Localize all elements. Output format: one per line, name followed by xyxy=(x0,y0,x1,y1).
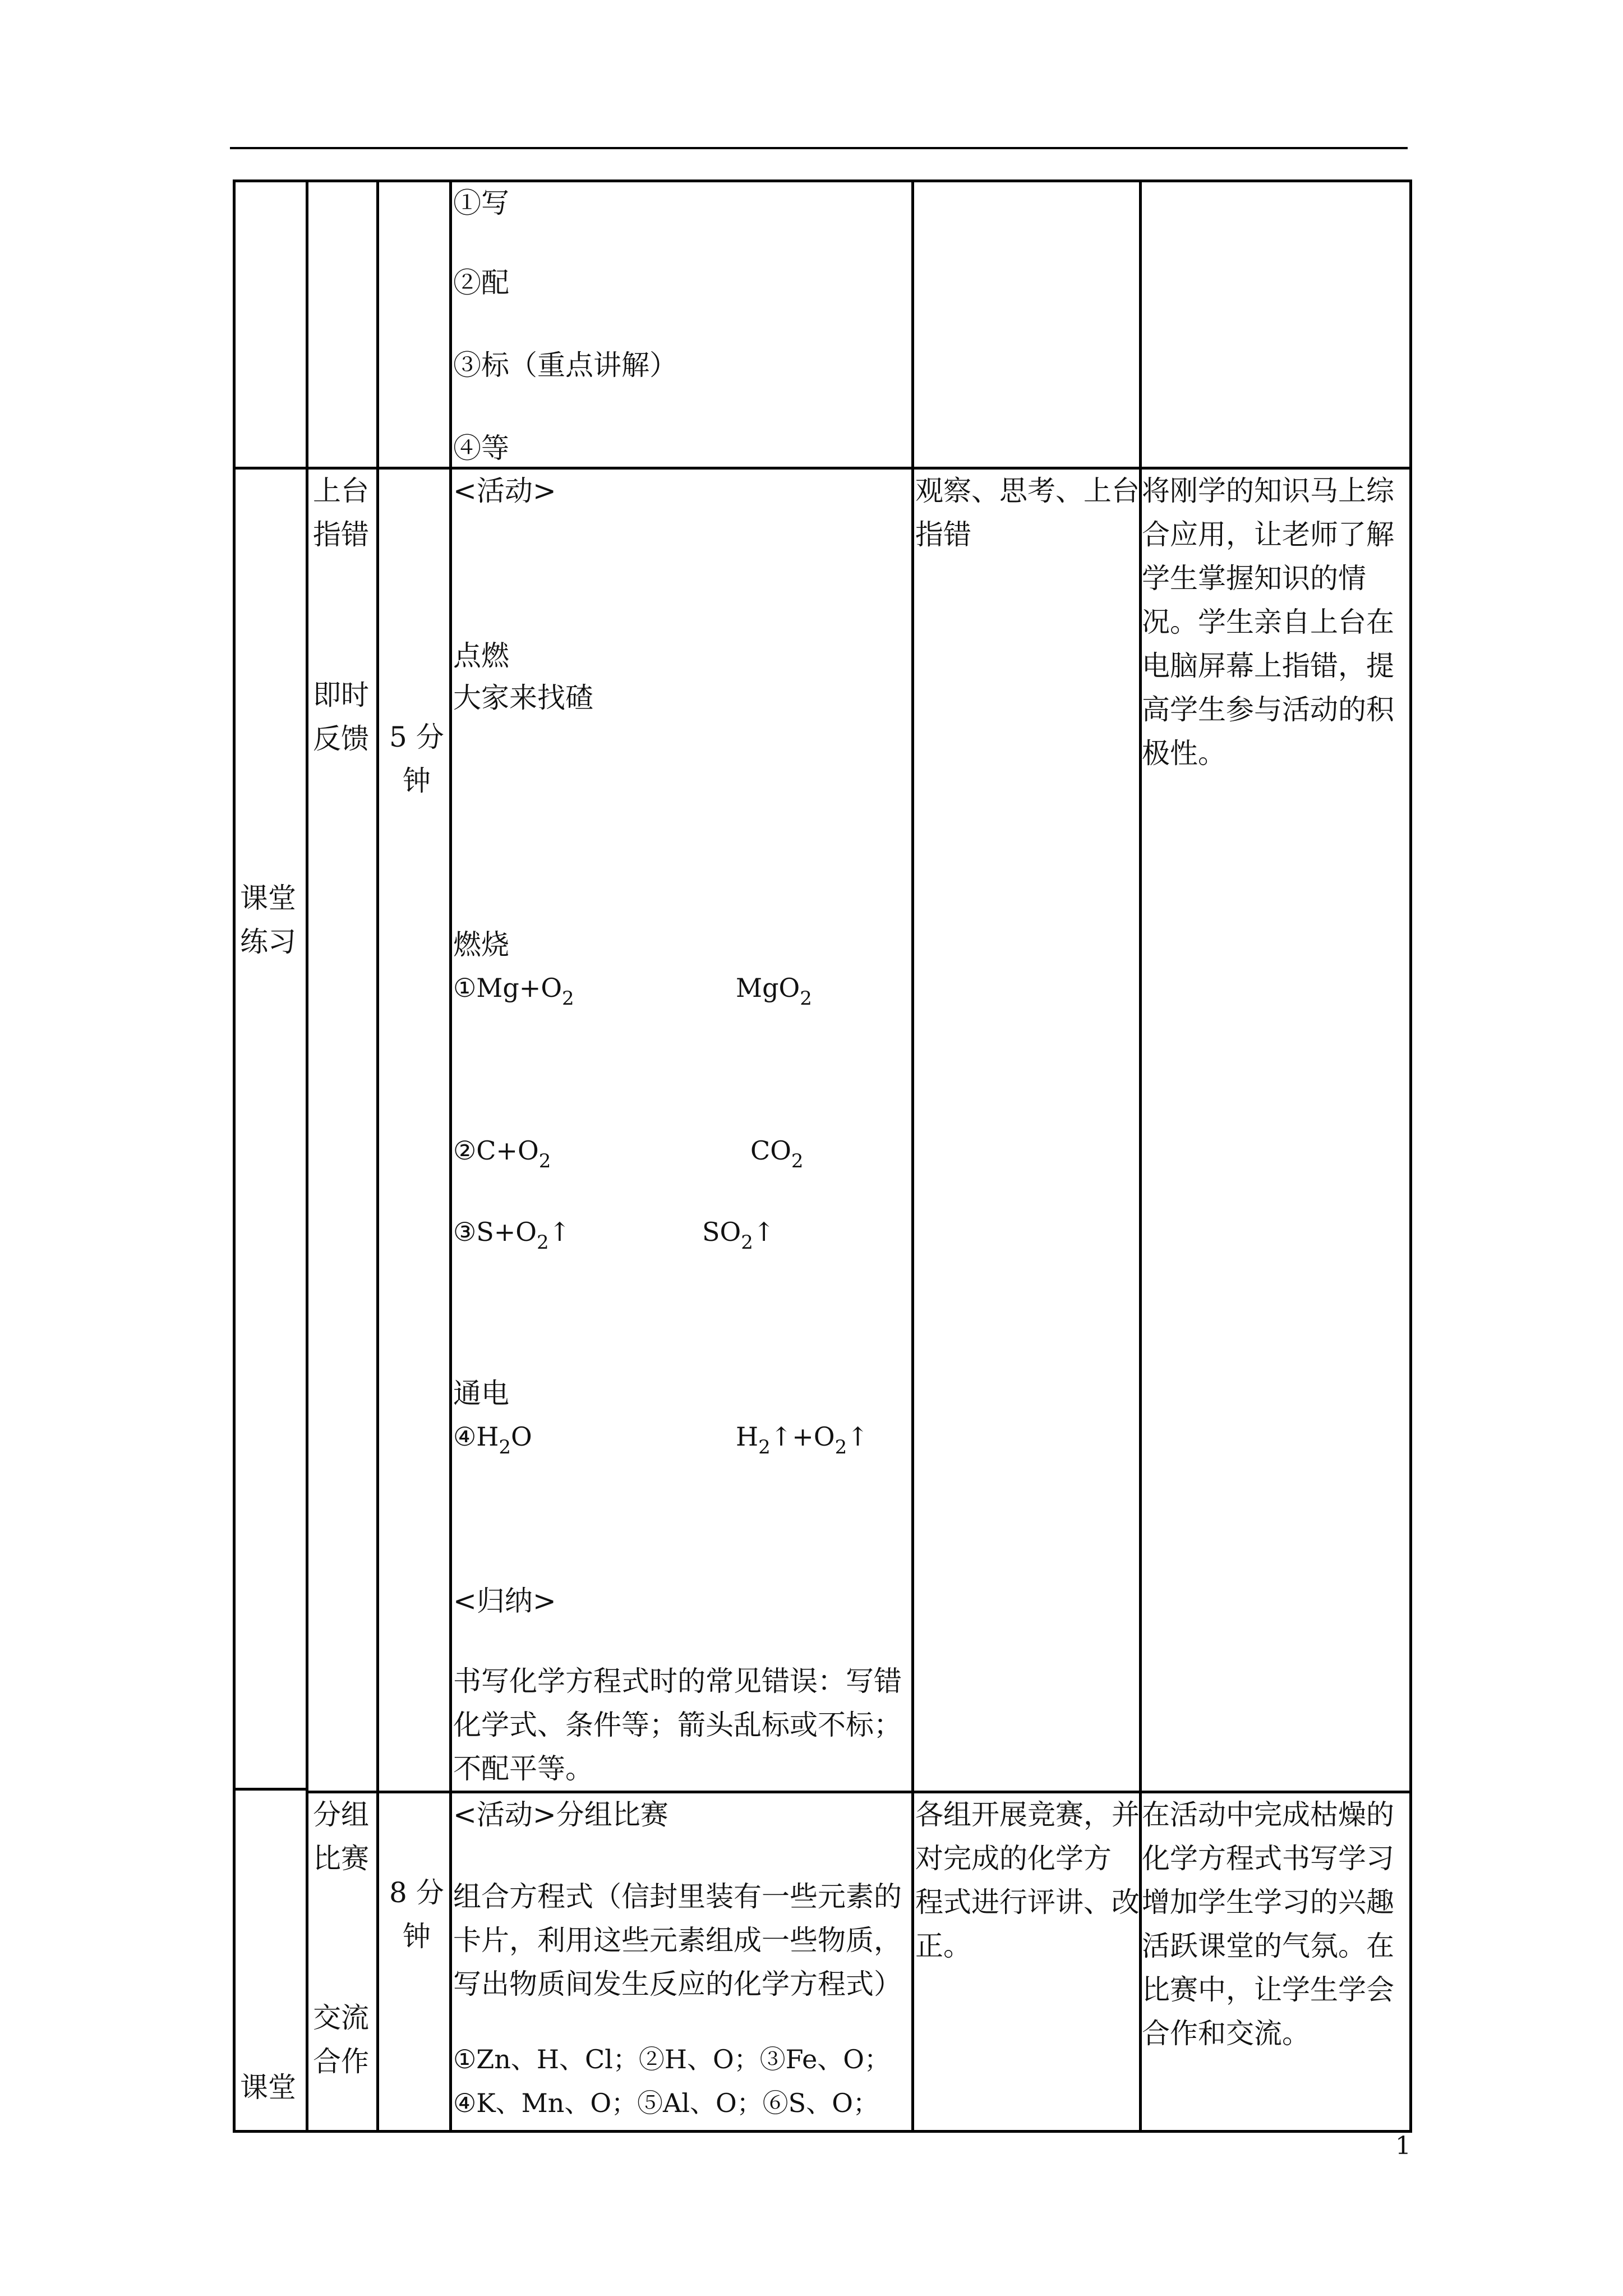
cell-r1-time xyxy=(376,180,452,470)
group-activity-label: <活动>分组比赛 xyxy=(453,1798,668,1831)
cell-r1-content xyxy=(449,180,914,470)
time-label: 5 分 钟 xyxy=(389,721,444,797)
cell-r2-student xyxy=(911,467,1142,1793)
stage-label-point-errors: 上台 指错 xyxy=(313,475,369,551)
cell-r1-intent xyxy=(1139,180,1412,470)
condition-burn: 燃烧 xyxy=(453,928,509,961)
header-rule xyxy=(230,147,1408,149)
equation-3-right: $SO_2↑$ xyxy=(702,1217,775,1254)
group-task: 组合方程式（信封里装有一些元素的 卡片，利用这些元素组成一些物质， 写出物质间发生反应的化学方程式） xyxy=(453,1880,902,2000)
section-label-practice: 课堂 练习 xyxy=(240,882,296,958)
activity-label: <活动> xyxy=(453,475,556,507)
step-balance: ②配 xyxy=(453,266,509,299)
student-activity: 观察、思考、上台 指错 xyxy=(915,475,1140,551)
equation-4-right: $H_2↑+O_2↑$ xyxy=(736,1421,869,1458)
cell-r1-stage xyxy=(306,180,379,470)
student-activity-2: 各组开展竞赛，并 对完成的化学方 程式进行评讲、改 正。 xyxy=(915,1798,1140,1962)
equation-3-left: $③S+O_2↑$ xyxy=(453,1217,571,1254)
cell-r2-section xyxy=(233,467,308,1791)
equation-2-left: $②C+O_2$ xyxy=(453,1135,551,1172)
cell-r2-stage xyxy=(306,467,379,1793)
condition-electrolysis: 通电 xyxy=(453,1377,509,1410)
equation-1-right: MgO$_2$ xyxy=(736,973,812,1010)
page-number: 1 xyxy=(1395,2132,1411,2160)
design-intent-2: 在活动中完成枯燥的 化学方程式书写学习 增加学生学习的兴趣 活跃课堂的气氛。在 比赛中，让学生学会 合作和交流。 xyxy=(1142,1798,1394,2050)
section-label-class: 课堂 xyxy=(240,2071,296,2104)
cell-r2-time xyxy=(376,467,452,1793)
step-label: ③标（重点讲解） xyxy=(453,349,677,381)
cell-r1-section xyxy=(233,180,308,470)
stage-label-cooperate: 交流 合作 xyxy=(313,2001,369,2078)
cell-r1-student xyxy=(911,180,1142,470)
stage-label-group-contest: 分组 比赛 xyxy=(313,1798,369,1875)
condition-ignite: 点燃 xyxy=(453,639,509,672)
design-intent: 将刚学的知识马上综 合应用，让老师了解 学生掌握知识的情 况。学生亲自上台在 电脑屏幕上指错，提 高学生参与活动的积 极性。 xyxy=(1142,475,1394,770)
step-equal: ④等 xyxy=(453,432,509,464)
step-write: ①写 xyxy=(453,187,509,219)
equation-4-left: $④H_2O$ xyxy=(453,1421,532,1458)
summary-text: 书写化学方程式时的常见错误：写错 化学式、条件等；箭头乱标或不标； 不配平等。 xyxy=(453,1665,902,1785)
element-sets: ①Zn、H、Cl；②H、O；③Fe、O； ④K、Mn、O；⑤Al、O；⑥S、O； xyxy=(453,2044,891,2118)
activity-title: 大家来找碴 xyxy=(453,682,593,714)
stage-label-feedback: 即时 反馈 xyxy=(313,679,369,755)
time-label-2: 8 分 钟 xyxy=(389,1876,444,1953)
summary-label: <归纳> xyxy=(453,1585,556,1617)
equation-2-right: $CO_2$ xyxy=(750,1135,804,1172)
equation-1-left: $①Mg+O_2$ xyxy=(453,973,574,1010)
cell-r3-time xyxy=(376,1791,452,2133)
